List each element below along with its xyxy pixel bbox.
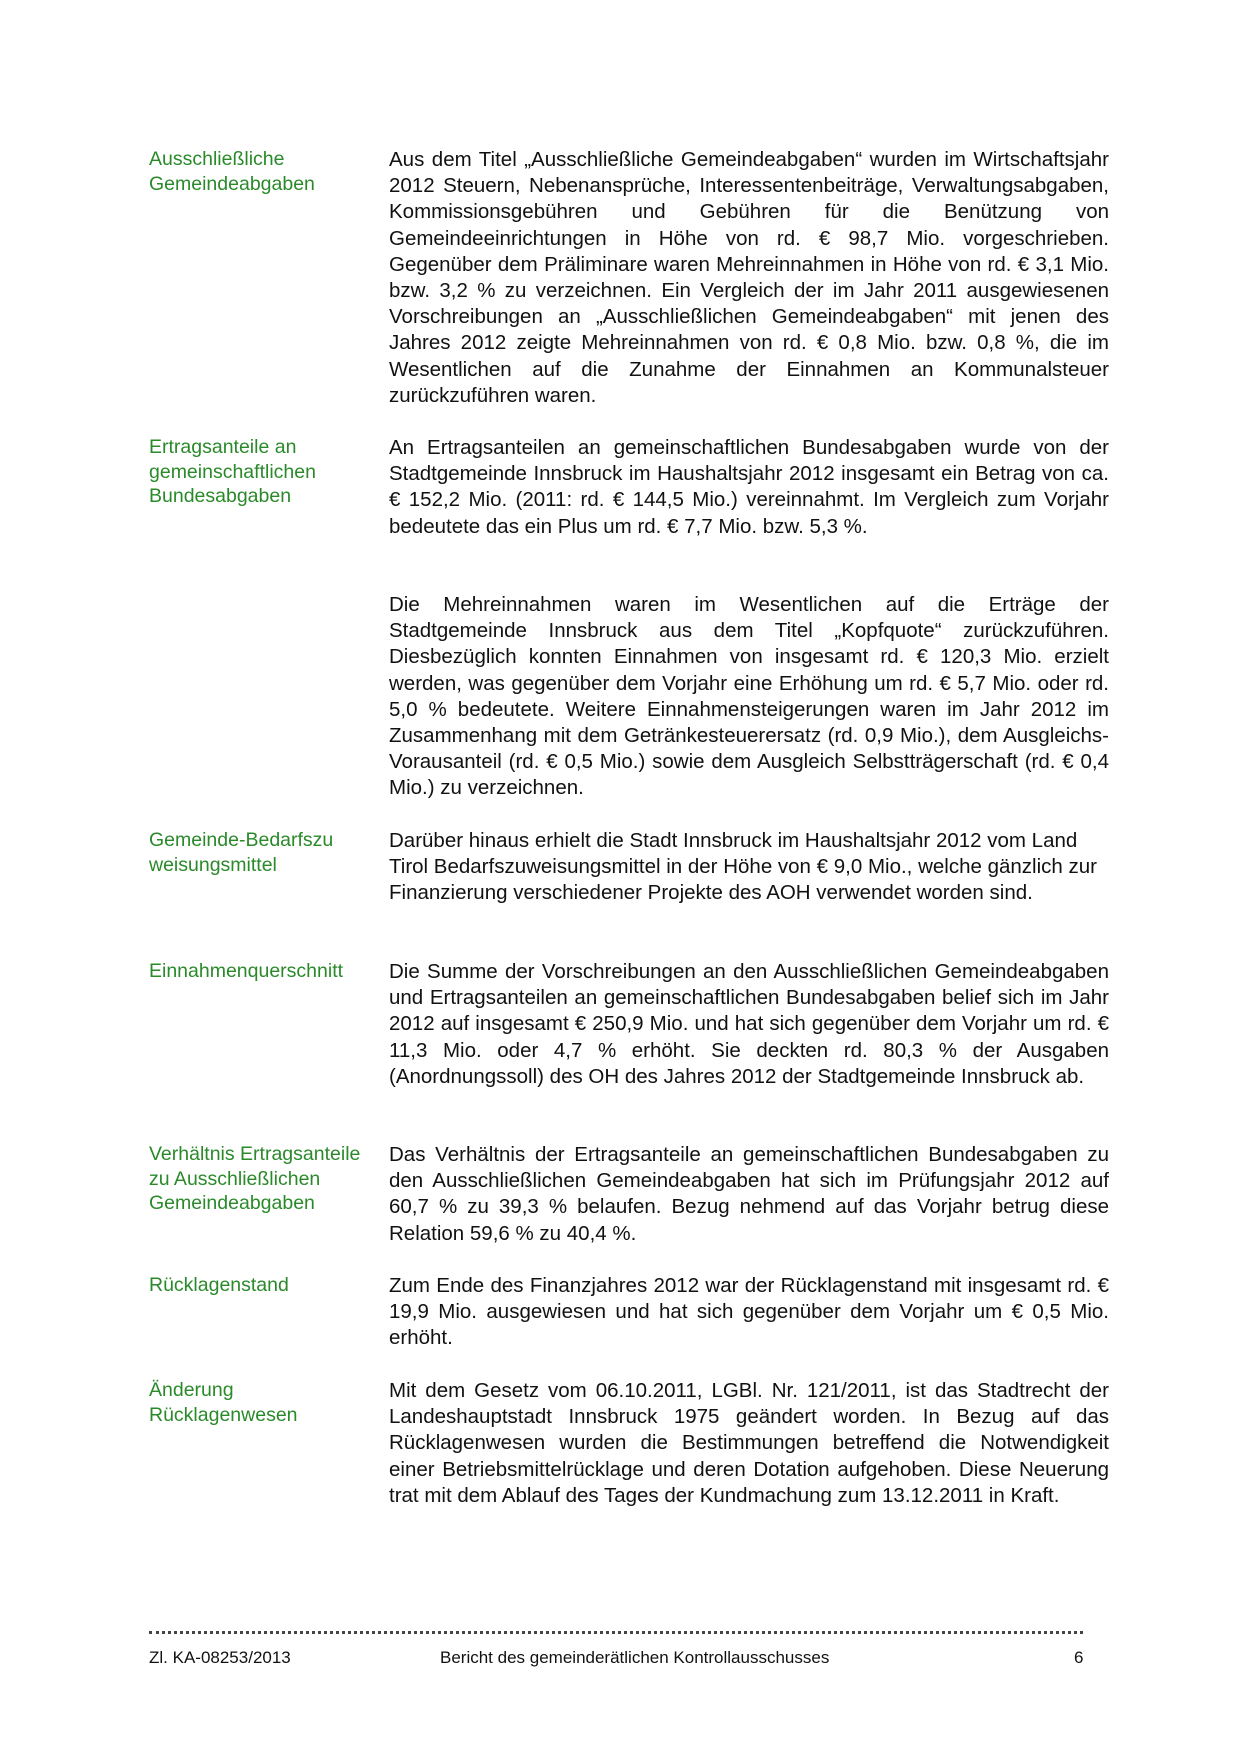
page-number: 6 [1074, 1648, 1084, 1667]
document-reference: Zl. KA-08253/2013 [149, 1648, 291, 1667]
paragraph: Aus dem Titel „Ausschließliche Gemeindeabgaben“ wurden im Wirtschaftsjahr 2012 Steuern, Nebenansprüche, Interessentenbeiträge, Verwaltungsabgaben, Kommissionsgebühren und Gebühren für die Benützung von Gemeindeeinrichtungen in Höhe von rd. € 98,7 Mio. vorgeschrieben. Gegenüber dem Präliminare waren Mehreinnahmen in Höhe von rd. € 3,1 Mio. bzw. 3,2 % zu verzeichnen. Ein Vergleich der im Jahr 2011 ausgewiesenen Vorschreibungen an „Ausschließlichen Gemeindeabgaben“ mit jenen des Jahres 2012 zeigte Mehreinnahmen von rd. € 0,8 Mio. bzw. 0,8 %, die im Wesentlichen auf die Zunahme der Einnahmen an Kommunalsteuer zurückzuführen waren. [389, 148, 1109, 407]
margin-label: Ausschließliche Gemeindeabgaben [149, 148, 315, 195]
margin-label: Einnahmenquerschnitt [149, 960, 344, 982]
report-title: Bericht des gemeinderätlichen Kontrollausschusses [440, 1648, 830, 1667]
section-body [389, 592, 1109, 802]
section-body [389, 435, 1109, 540]
paragraph: Die Mehreinnahmen waren im Wesentlichen auf die Erträge der Stadtgemeinde Innsbruck aus dem Titel „Kopfquote“ zurückzuführen. Diesbezüglich konnten Einnahmen von insgesamt rd. € 120,3 Mio. erzielt werden, was gegenüber dem Vorjahr eine Erhöhung um rd. € 5,7 Mio. oder rd. 5,0 % bedeutete. Weitere Einnahmensteigerungen waren im Jahr 2012 im Zusammenhang mit dem Getränkesteuerersatz (rd. 0,9 Mio.), dem Ausgleichs-Vorausanteil (rd. € 0,5 Mio.) sowie dem Ausgleich Selbstträgerschaft (rd. € 0,4 Mio.) zu verzeichnen. [389, 593, 1109, 800]
footer-divider [149, 1631, 1083, 1634]
paragraph: Mit dem Gesetz vom 06.10.2011, LGBl. Nr. 121/2011, ist das Stadtrecht der Landeshauptstadt Innsbruck 1975 geändert worden. In Bezug auf das Rücklagenwesen wurden die Bestimmungen betreffend die Notwendigkeit einer Betriebsmittelrücklage und deren Dotation aufgehoben. Diese Neuerung trat mit dem Ablauf des Tages der Kundmachung zum 13.12.2011 in Kraft. [389, 1379, 1109, 1507]
section-body [389, 147, 1109, 409]
margin-label: Ertragsanteile an gemeinschaftlichen Bundesabgaben [149, 436, 316, 507]
paragraph: Zum Ende des Finanzjahres 2012 war der Rücklagenstand mit insgesamt rd. € 19,9 Mio. ausgewiesen und hat sich gegenüber dem Vorjahr um € 0,5 Mio. erhöht. [389, 1274, 1109, 1350]
section-body [389, 1142, 1109, 1247]
margin-label: Änderung Rücklagenwesen [149, 1379, 298, 1426]
margin-label: Rücklagenstand [149, 1274, 289, 1296]
section-body [389, 1378, 1109, 1509]
section-body [389, 1273, 1109, 1352]
margin-label: Verhältnis Ertragsanteile zu Ausschließlichen Gemeindeabgaben [149, 1143, 361, 1214]
paragraph: Das Verhältnis der Ertragsanteile an gemeinschaftlichen Bundesabgaben zu den Ausschließlichen Gemeindeabgaben hat sich im Prüfungsjahr 2012 auf 60,7 % zu 39,3 % belaufen. Bezug nehmend auf das Vorjahr betrug diese Relation 59,6 % zu 40,4 %. [389, 1143, 1109, 1245]
section-body [389, 828, 1109, 907]
paragraph: Darüber hinaus erhielt die Stadt Innsbruck im Haushaltsjahr 2012 vom Land Tirol Bedarfszuweisungsmittel in der Höhe von € 9,0 Mio., welche gänzlich zur Finanzierung verschiedener Projekte des AOH verwendet worden sind. [389, 829, 1097, 905]
paragraph: An Ertragsanteilen an gemeinschaftlichen Bundesabgaben wurde von der Stadtgemeinde Innsbruck im Haushaltsjahr 2012 insgesamt ein Betrag von ca. € 152,2 Mio. (2011: rd. € 144,5 Mio.) vereinnahmt. Im Vergleich zum Vorjahr bedeutete das ein Plus um rd. € 7,7 Mio. bzw. 5,3 %. [389, 436, 1109, 538]
paragraph: Die Summe der Vorschreibungen an den Ausschließlichen Gemeindeabgaben und Ertragsanteilen an gemeinschaftlichen Bundesabgaben belief sich im Jahr 2012 auf insgesamt € 250,9 Mio. und hat sich gegenüber dem Vorjahr um rd. € 11,3 Mio. oder 4,7 % erhöht. Sie deckten rd. 80,3 % der Ausgaben (Anordnungssoll) des OH des Jahres 2012 der Stadtgemeinde Innsbruck ab. [389, 960, 1109, 1088]
section-body [389, 959, 1109, 1090]
margin-label: Gemeinde-Bedarfszuweisungsmittel [149, 829, 334, 876]
